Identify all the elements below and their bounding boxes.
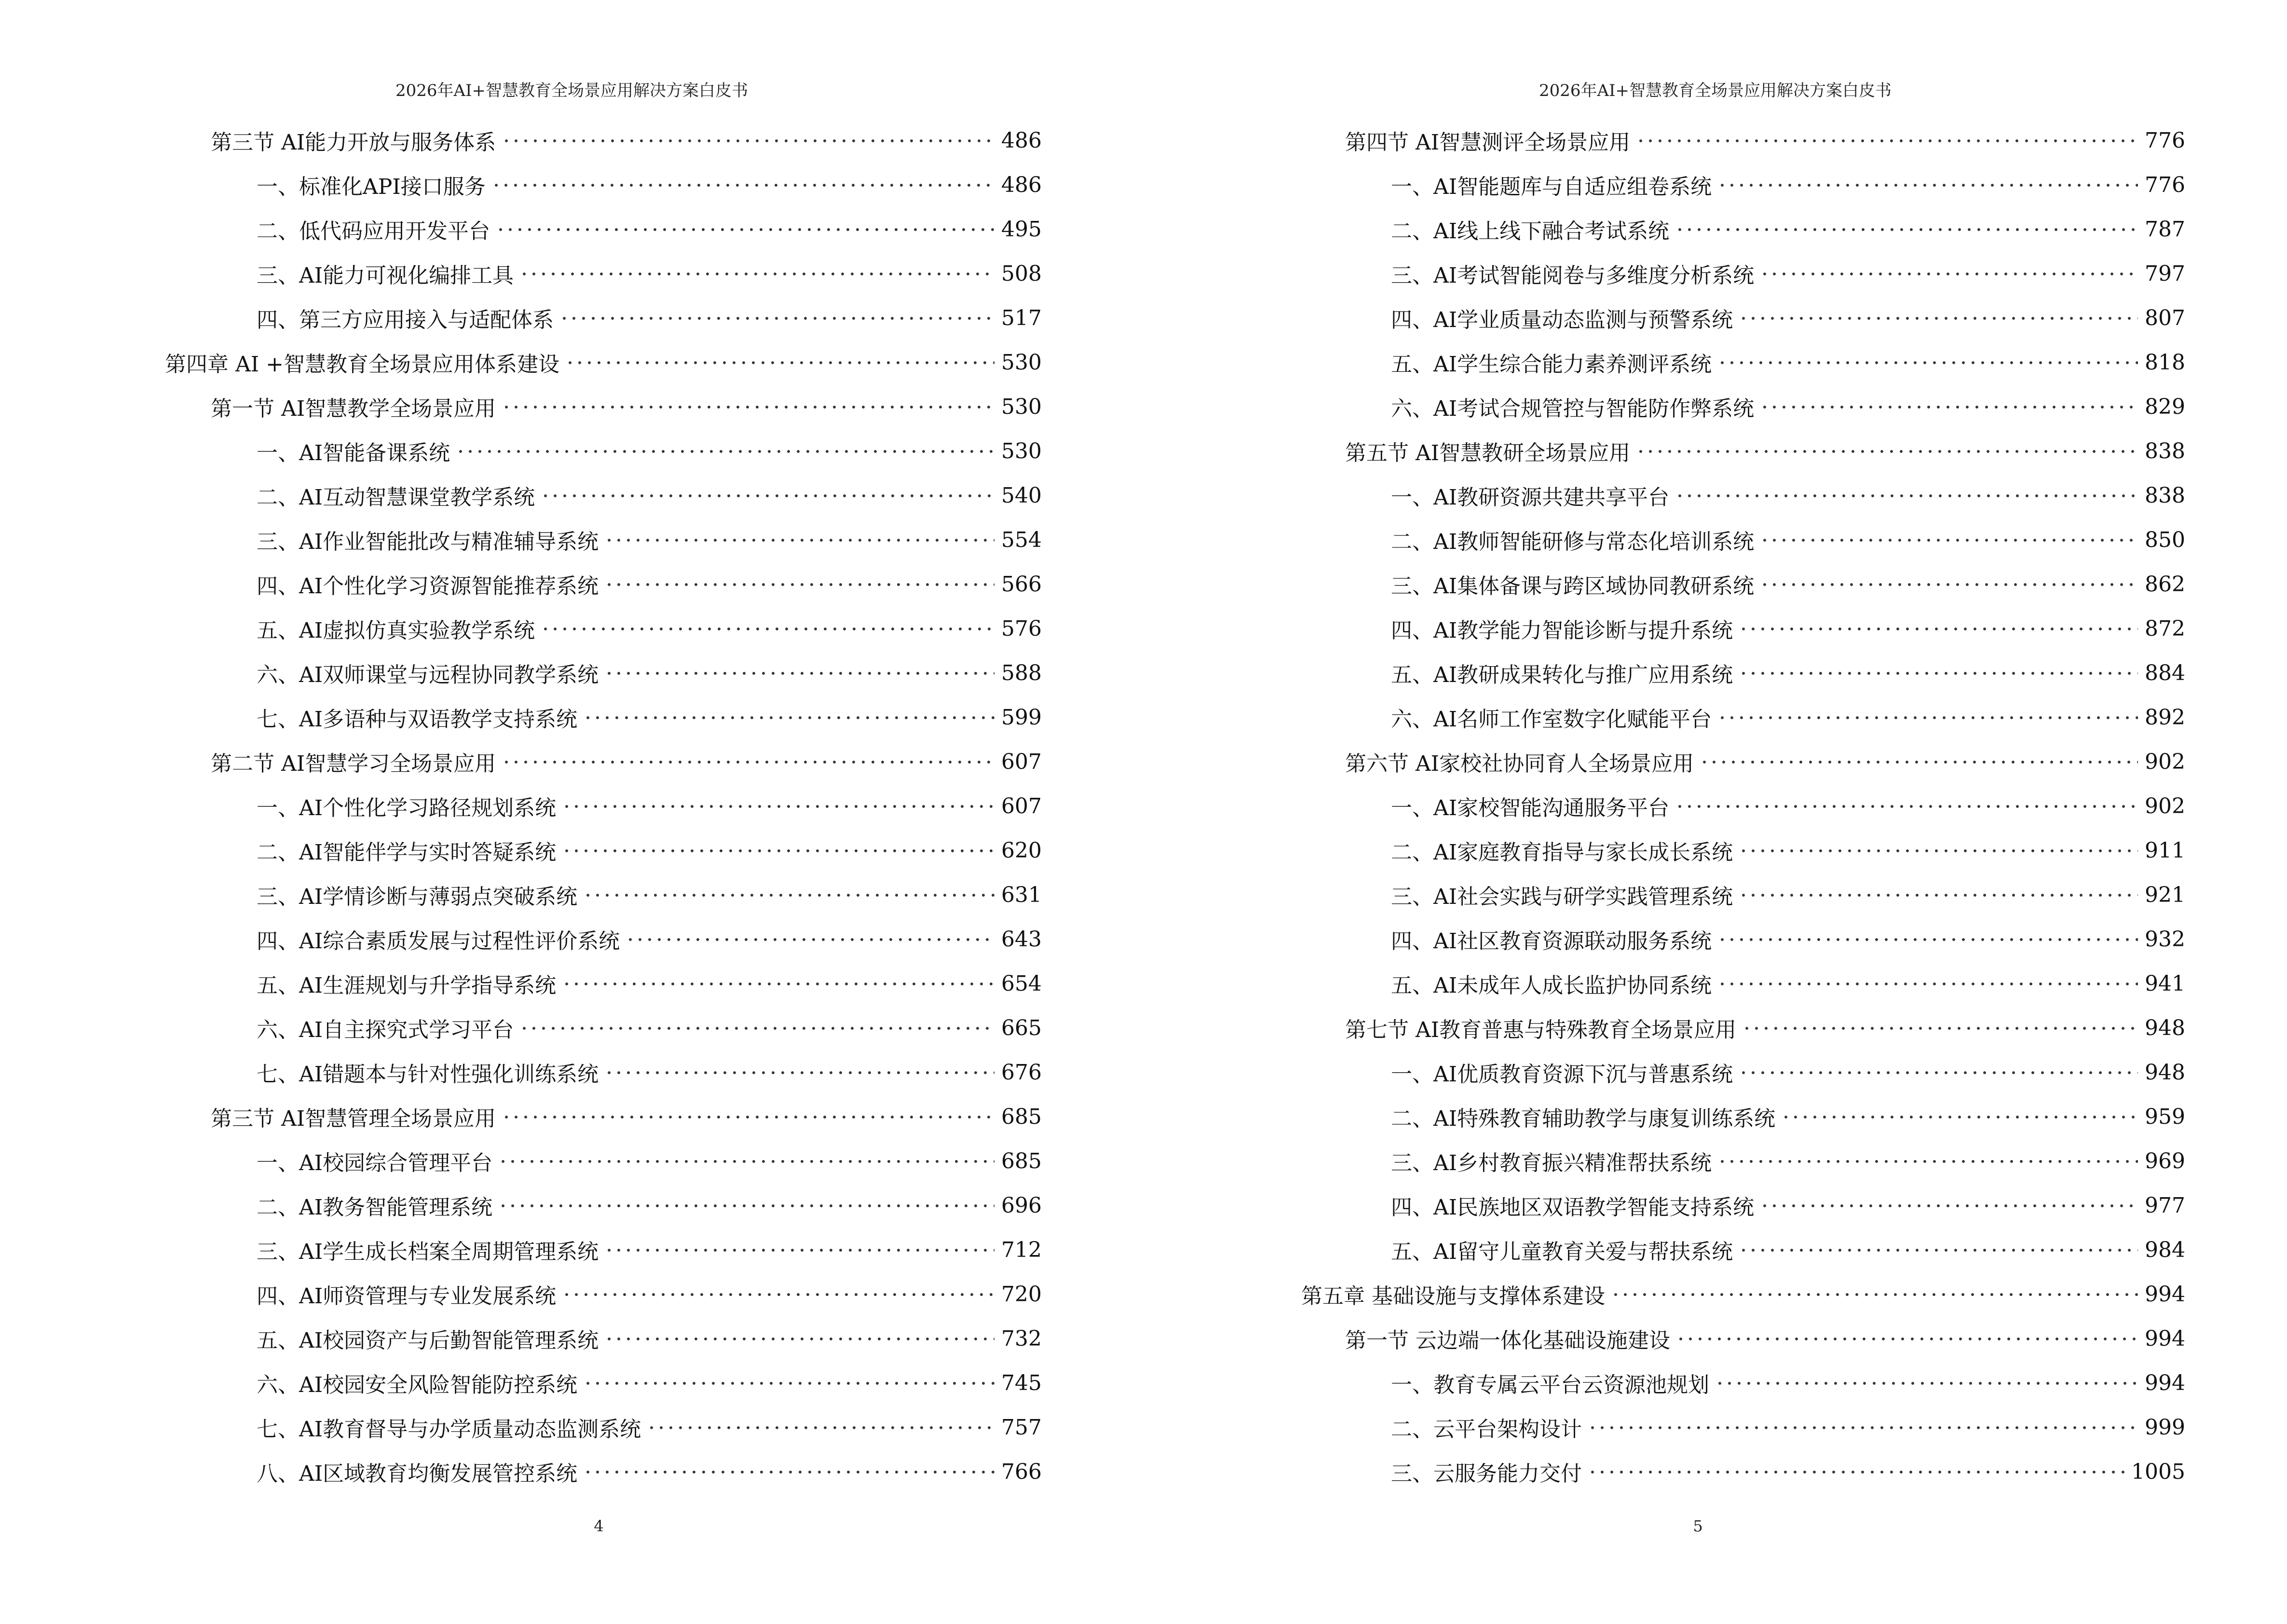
dot-leader — [1760, 263, 2138, 285]
toc-entry-page-number: 977 — [2145, 1193, 2185, 1218]
toc-entry-item[interactable] — [0, 961, 1042, 1006]
toc-entry-title: 第一节 AI智慧教学全场景应用 — [211, 396, 496, 421]
toc-entry-chapter[interactable] — [1144, 1272, 2185, 1316]
toc-entry-title: 第五章 基础设施与支撑体系建设 — [1301, 1284, 1605, 1309]
toc-entry-page-number: 745 — [1001, 1370, 1042, 1395]
dot-leader — [562, 1284, 994, 1305]
toc-entry-page-number: 932 — [2145, 927, 2185, 952]
dot-leader — [604, 530, 994, 551]
toc-entry-title: 第一节 云边端一体化基础设施建设 — [1345, 1328, 1670, 1353]
toc-entry-page-number: 685 — [1001, 1104, 1042, 1129]
toc-entry-title: 二、AI教师智能研修与常态化培训系统 — [1391, 530, 1755, 554]
dot-leader — [1675, 796, 2138, 817]
toc-entry-title: 二、AI家庭教育指导与家长成长系统 — [1391, 840, 1733, 865]
dot-leader — [647, 1417, 994, 1438]
toc-entry-item[interactable] — [1144, 917, 2185, 961]
toc-entry-page-number: 665 — [1001, 1015, 1042, 1040]
toc-entry-item[interactable] — [1144, 961, 2185, 1006]
dot-leader — [1588, 1417, 2138, 1438]
dot-leader — [1760, 530, 2138, 551]
toc-entry-section[interactable] — [1144, 429, 2185, 473]
dot-leader — [496, 219, 994, 240]
dot-leader — [1676, 1328, 2138, 1350]
dot-leader — [456, 441, 994, 462]
toc-entry-title: 八、AI区域教育均衡发展管控系统 — [257, 1461, 578, 1486]
toc-entry-item[interactable] — [0, 296, 1042, 340]
toc-entry-item[interactable] — [0, 606, 1042, 651]
toc-entry-item[interactable] — [0, 1361, 1042, 1405]
toc-entry-page-number: 902 — [2145, 749, 2185, 774]
toc-entry-item[interactable] — [1144, 1228, 2185, 1272]
toc-entry-section[interactable] — [0, 118, 1042, 163]
toc-entry-page-number: 766 — [1001, 1459, 1042, 1484]
dot-leader — [491, 175, 994, 196]
toc-entry-page-number: 994 — [2145, 1282, 2185, 1307]
toc-entry-page-number: 902 — [2145, 793, 2185, 819]
page-number: 5 — [1693, 1517, 1703, 1535]
toc-entry-page-number: 607 — [1001, 749, 1042, 774]
toc-entry-title: 二、AI线上线下融合考试系统 — [1391, 219, 1670, 244]
dot-leader — [502, 396, 994, 418]
dot-leader — [502, 751, 994, 773]
toc-entry-page-number: 892 — [2145, 705, 2185, 730]
toc-entry-item[interactable] — [1144, 473, 2185, 518]
dot-leader — [1675, 219, 2138, 240]
toc-entry-page-number: 838 — [2145, 438, 2185, 464]
dot-leader — [1739, 1240, 2138, 1261]
dot-leader — [562, 973, 994, 995]
toc-entry-page-number: 495 — [1001, 217, 1042, 242]
toc-entry-page-number: 530 — [1001, 350, 1042, 375]
toc-entry-page-number: 654 — [1001, 971, 1042, 996]
toc-entry-title: 二、AI互动智慧课堂教学系统 — [257, 485, 535, 510]
toc-entry-item[interactable] — [1144, 340, 2185, 384]
dot-leader — [1781, 1106, 2138, 1128]
dot-leader — [1700, 751, 2138, 773]
toc-entry-page-number: 486 — [1001, 128, 1042, 153]
toc-entry-item[interactable] — [1144, 1094, 2185, 1139]
toc-entry-page-number: 540 — [1001, 483, 1042, 508]
toc-entry-title: 三、AI能力可视化编排工具 — [257, 263, 514, 288]
toc-entry-title: 四、AI学业质量动态监测与预警系统 — [1391, 308, 1733, 332]
dot-leader — [604, 663, 994, 684]
toc-entry-item[interactable] — [1144, 251, 2185, 296]
toc-entry-page-number: 941 — [2145, 971, 2185, 996]
toc-entry-page-number: 994 — [2145, 1326, 2185, 1351]
dot-leader — [1588, 1461, 2124, 1483]
toc-entry-page-number: 911 — [2145, 838, 2185, 863]
toc-entry-title: 一、教育专属云平台云资源池规划 — [1391, 1373, 1709, 1397]
toc-entry-page-number: 696 — [1001, 1193, 1042, 1218]
toc-entry-item[interactable] — [1144, 651, 2185, 695]
toc-entry-item[interactable] — [1144, 207, 2185, 251]
toc-entry-item[interactable] — [0, 473, 1042, 518]
toc-entry-page-number: 676 — [1001, 1060, 1042, 1085]
toc-entry-title: 三、AI考试智能阅卷与多维度分析系统 — [1391, 263, 1755, 288]
dot-leader — [583, 707, 994, 728]
toc-entry-title: 二、低代码应用开发平台 — [257, 219, 490, 244]
toc-entry-title: 六、AI名师工作室数字化赋能平台 — [1391, 707, 1712, 732]
toc-entry-item[interactable] — [0, 1183, 1042, 1228]
dot-leader — [541, 618, 994, 640]
toc-entry-title: 三、AI乡村教育振兴精准帮扶系统 — [1391, 1151, 1712, 1175]
toc-entry-title: 五、AI校园资产与后勤智能管理系统 — [257, 1328, 599, 1353]
dot-leader — [1760, 396, 2138, 418]
dot-leader — [519, 1018, 994, 1039]
toc-entry-page-number: 994 — [2145, 1370, 2185, 1395]
toc-entry-item[interactable] — [1144, 1361, 2185, 1405]
dot-leader — [1636, 441, 2138, 462]
toc-entry-page-number: 850 — [2145, 527, 2185, 552]
toc-entry-item[interactable] — [0, 1272, 1042, 1316]
toc-entry-title: 五、AI未成年人成长监护协同系统 — [1391, 973, 1712, 998]
dot-leader — [1717, 175, 2138, 196]
toc-entry-item[interactable] — [1144, 518, 2185, 562]
right-page — [1144, 0, 2287, 1624]
toc-entry-title: 四、AI教学能力智能诊断与提升系统 — [1391, 618, 1733, 643]
toc-entry-item[interactable] — [1144, 1405, 2185, 1449]
toc-entry-page-number: 576 — [1001, 616, 1042, 641]
toc-entry-item[interactable] — [0, 784, 1042, 828]
toc-entry-title: 二、AI特殊教育辅助教学与康复训练系统 — [1391, 1106, 1776, 1131]
dot-leader — [562, 796, 994, 817]
toc-entry-item[interactable] — [1144, 296, 2185, 340]
dot-leader — [1739, 308, 2138, 329]
toc-entry-page-number: 948 — [2145, 1015, 2185, 1040]
dot-leader — [1636, 130, 2138, 151]
toc-entry-page-number: 829 — [2145, 394, 2185, 419]
page-number: 4 — [594, 1517, 604, 1535]
toc-entry-title: 第五节 AI智慧教研全场景应用 — [1345, 441, 1631, 465]
toc-entry-page-number: 959 — [2145, 1104, 2185, 1129]
dot-leader — [562, 840, 994, 861]
toc-entry-title: 六、AI双师课堂与远程协同教学系统 — [257, 663, 599, 687]
toc-entry-item[interactable] — [1144, 873, 2185, 917]
toc-entry-item[interactable] — [0, 1139, 1042, 1183]
toc-entry-item[interactable] — [0, 1050, 1042, 1094]
dot-leader — [498, 1195, 994, 1216]
toc-entry-item[interactable] — [0, 207, 1042, 251]
toc-entry-title: 三、AI作业智能批改与精准辅导系统 — [257, 530, 599, 554]
toc-entry-title: 五、AI生涯规划与升学指导系统 — [257, 973, 557, 998]
toc-entry-page-number: 807 — [2145, 305, 2185, 330]
toc-entry-title: 一、AI家校智能沟通服务平台 — [1391, 796, 1670, 820]
toc-entry-title: 四、第三方应用接入与适配体系 — [257, 308, 554, 332]
toc-entry-page-number: 588 — [1001, 660, 1042, 685]
toc-entry-page-number: 921 — [2145, 882, 2185, 907]
toc-entry-title: 五、AI留守儿童教育关爱与帮扶系统 — [1391, 1240, 1733, 1264]
dot-leader — [565, 352, 994, 373]
dot-leader — [519, 263, 994, 285]
toc-entry-title: 第二节 AI智慧学习全场景应用 — [211, 751, 496, 776]
toc-entry-title: 四、AI综合素质发展与过程性评价系统 — [257, 929, 620, 954]
toc-entry-title: 五、AI教研成果转化与推广应用系统 — [1391, 663, 1733, 687]
toc-entry-item[interactable] — [1144, 695, 2185, 739]
dot-leader — [1717, 707, 2138, 728]
toc-entry-item[interactable] — [0, 1006, 1042, 1050]
toc-entry-title: 一、AI校园综合管理平台 — [257, 1151, 493, 1175]
toc-entry-title: 五、AI学生综合能力素养测评系统 — [1391, 352, 1712, 377]
toc-entry-page-number: 999 — [2145, 1415, 2185, 1440]
toc-entry-title: 七、AI教育督导与办学质量动态监测系统 — [257, 1417, 641, 1442]
toc-entry-page-number: 643 — [1001, 927, 1042, 952]
dot-leader — [1611, 1284, 2138, 1305]
toc-entry-page-number: 720 — [1001, 1282, 1042, 1307]
toc-entry-page-number: 862 — [2145, 572, 2185, 597]
toc-entry-item[interactable] — [0, 1316, 1042, 1361]
toc-entry-page-number: 969 — [2145, 1148, 2185, 1174]
toc-entry-item[interactable] — [1144, 1139, 2185, 1183]
toc-entry-page-number: 620 — [1001, 838, 1042, 863]
dot-leader — [541, 485, 994, 506]
toc-entry-section[interactable] — [1144, 1006, 2185, 1050]
toc-entry-item[interactable] — [0, 1405, 1042, 1449]
toc-entry-item[interactable] — [0, 1228, 1042, 1272]
toc-entry-page-number: 797 — [2145, 261, 2185, 286]
toc-entry-page-number: 508 — [1001, 261, 1042, 286]
toc-entry-page-number: 787 — [2145, 217, 2185, 242]
toc-entry-item[interactable] — [1144, 1449, 2185, 1494]
toc-entry-title: 六、AI考试合规管控与智能防作弊系统 — [1391, 396, 1755, 421]
toc-entry-page-number: 757 — [1001, 1415, 1042, 1440]
toc-entry-page-number: 599 — [1001, 705, 1042, 730]
dot-leader — [604, 1328, 994, 1350]
toc-entry-section[interactable] — [0, 384, 1042, 429]
dot-leader — [1739, 840, 2138, 861]
table-of-contents — [0, 118, 1042, 1494]
dot-leader — [604, 1062, 994, 1083]
dot-leader — [1739, 885, 2138, 906]
running-header: 2026年AI+智慧教育全场景应用解决方案白皮书 — [1539, 81, 1892, 100]
dot-leader — [1739, 1062, 2138, 1083]
toc-entry-title: 一、AI智能备课系统 — [257, 441, 450, 465]
dot-leader — [1717, 352, 2138, 373]
toc-entry-item[interactable] — [0, 562, 1042, 606]
toc-entry-page-number: 631 — [1001, 882, 1042, 907]
dot-leader — [1675, 485, 2138, 506]
toc-entry-page-number: 712 — [1001, 1237, 1042, 1262]
toc-entry-title: 三、AI集体备课与跨区域协同教研系统 — [1391, 574, 1755, 599]
toc-entry-title: 一、AI教研资源共建共享平台 — [1391, 485, 1670, 510]
toc-entry-title: 第四章 AI +智慧教育全场景应用体系建设 — [165, 352, 559, 377]
toc-entry-item[interactable] — [0, 695, 1042, 739]
toc-entry-item[interactable] — [0, 429, 1042, 473]
toc-entry-title: 一、标准化API接口服务 — [257, 175, 486, 199]
toc-entry-page-number: 486 — [1001, 172, 1042, 197]
toc-entry-title: 一、AI智能题库与自适应组卷系统 — [1391, 175, 1712, 199]
toc-entry-title: 第六节 AI家校社协同育人全场景应用 — [1345, 751, 1694, 776]
toc-entry-title: 一、AI优质教育资源下沉与普惠系统 — [1391, 1062, 1733, 1087]
dot-leader — [1717, 929, 2138, 950]
running-header: 2026年AI+智慧教育全场景应用解决方案白皮书 — [395, 81, 748, 100]
toc-entry-item[interactable] — [1144, 562, 2185, 606]
toc-entry-item[interactable] — [1144, 828, 2185, 873]
toc-entry-item[interactable] — [0, 1449, 1042, 1494]
dot-leader — [1760, 574, 2138, 595]
toc-entry-page-number: 530 — [1001, 394, 1042, 419]
table-of-contents — [1144, 118, 2185, 1494]
toc-entry-page-number: 732 — [1001, 1326, 1042, 1351]
toc-entry-title: 第四节 AI智慧测评全场景应用 — [1345, 130, 1631, 155]
toc-entry-page-number: 776 — [2145, 128, 2185, 153]
toc-entry-title: 四、AI社区教育资源联动服务系统 — [1391, 929, 1712, 954]
toc-entry-item[interactable] — [0, 873, 1042, 917]
toc-entry-section[interactable] — [1144, 739, 2185, 784]
toc-entry-item[interactable] — [0, 917, 1042, 961]
toc-entry-page-number: 872 — [2145, 616, 2185, 641]
toc-entry-title: 三、AI学情诊断与薄弱点突破系统 — [257, 885, 578, 909]
toc-entry-item[interactable] — [0, 651, 1042, 695]
toc-entry-page-number: 818 — [2145, 350, 2185, 375]
toc-entry-item[interactable] — [0, 251, 1042, 296]
dot-leader — [626, 929, 994, 950]
toc-entry-page-number: 554 — [1001, 527, 1042, 552]
toc-entry-page-number: 517 — [1001, 305, 1042, 330]
toc-entry-item[interactable] — [0, 518, 1042, 562]
toc-entry-item[interactable] — [1144, 384, 2185, 429]
toc-entry-title: 二、AI智能伴学与实时答疑系统 — [257, 840, 557, 865]
dot-leader — [583, 1373, 994, 1394]
toc-entry-title: 第七节 AI教育普惠与特殊教育全场景应用 — [1345, 1018, 1737, 1042]
dot-leader — [1715, 1373, 2138, 1394]
dot-leader — [604, 574, 994, 595]
toc-entry-page-number: 1005 — [2131, 1459, 2185, 1484]
toc-entry-page-number: 607 — [1001, 793, 1042, 819]
toc-entry-title: 六、AI校园安全风险智能防控系统 — [257, 1373, 578, 1397]
toc-entry-item[interactable] — [1144, 784, 2185, 828]
toc-entry-chapter[interactable] — [0, 340, 1042, 384]
dot-leader — [1739, 618, 2138, 640]
dot-leader — [502, 130, 994, 151]
dot-leader — [604, 1240, 994, 1261]
toc-entry-title: 六、AI自主探究式学习平台 — [257, 1018, 514, 1042]
toc-entry-title: 一、AI个性化学习路径规划系统 — [257, 796, 557, 820]
toc-entry-item[interactable] — [0, 163, 1042, 207]
toc-entry-page-number: 838 — [2145, 483, 2185, 508]
toc-entry-title: 三、AI学生成长档案全周期管理系统 — [257, 1240, 599, 1264]
toc-entry-section[interactable] — [0, 739, 1042, 784]
dot-leader — [1760, 1195, 2138, 1216]
toc-entry-page-number: 948 — [2145, 1060, 2185, 1085]
toc-entry-title: 四、AI师资管理与专业发展系统 — [257, 1284, 557, 1309]
toc-entry-page-number: 566 — [1001, 572, 1042, 597]
toc-entry-section[interactable] — [1144, 118, 2185, 163]
toc-entry-title: 二、AI教务智能管理系统 — [257, 1195, 493, 1220]
toc-entry-item[interactable] — [1144, 1050, 2185, 1094]
toc-entry-page-number: 984 — [2145, 1237, 2185, 1262]
dot-leader — [498, 1151, 994, 1172]
toc-entry-title: 七、AI错题本与针对性强化训练系统 — [257, 1062, 599, 1087]
dot-leader — [583, 885, 994, 906]
dot-leader — [1739, 663, 2138, 684]
toc-entry-page-number: 884 — [2145, 660, 2185, 685]
toc-entry-page-number: 530 — [1001, 438, 1042, 464]
dot-leader — [1717, 1151, 2138, 1172]
dot-leader — [1717, 973, 2138, 995]
toc-entry-page-number: 776 — [2145, 172, 2185, 197]
toc-entry-title: 第三节 AI智慧管理全场景应用 — [211, 1106, 496, 1131]
toc-entry-item[interactable] — [0, 828, 1042, 873]
toc-entry-title: 四、AI民族地区双语教学智能支持系统 — [1391, 1195, 1755, 1220]
dot-leader — [559, 308, 994, 329]
toc-entry-title: 二、云平台架构设计 — [1391, 1417, 1582, 1442]
toc-entry-title: 五、AI虚拟仿真实验教学系统 — [257, 618, 535, 643]
toc-entry-section[interactable] — [0, 1094, 1042, 1139]
dot-leader — [1742, 1018, 2138, 1039]
dot-leader — [583, 1461, 994, 1483]
toc-entry-item[interactable] — [1144, 1183, 2185, 1228]
toc-entry-item[interactable] — [1144, 606, 2185, 651]
toc-entry-item[interactable] — [1144, 163, 2185, 207]
toc-entry-title: 四、AI个性化学习资源智能推荐系统 — [257, 574, 599, 599]
toc-entry-title: 七、AI多语种与双语教学支持系统 — [257, 707, 578, 732]
toc-entry-title: 三、AI社会实践与研学实践管理系统 — [1391, 885, 1733, 909]
toc-entry-title: 三、云服务能力交付 — [1391, 1461, 1582, 1486]
toc-entry-section[interactable] — [1144, 1316, 2185, 1361]
toc-entry-title: 第三节 AI能力开放与服务体系 — [211, 130, 496, 155]
dot-leader — [502, 1106, 994, 1128]
toc-entry-page-number: 685 — [1001, 1148, 1042, 1174]
